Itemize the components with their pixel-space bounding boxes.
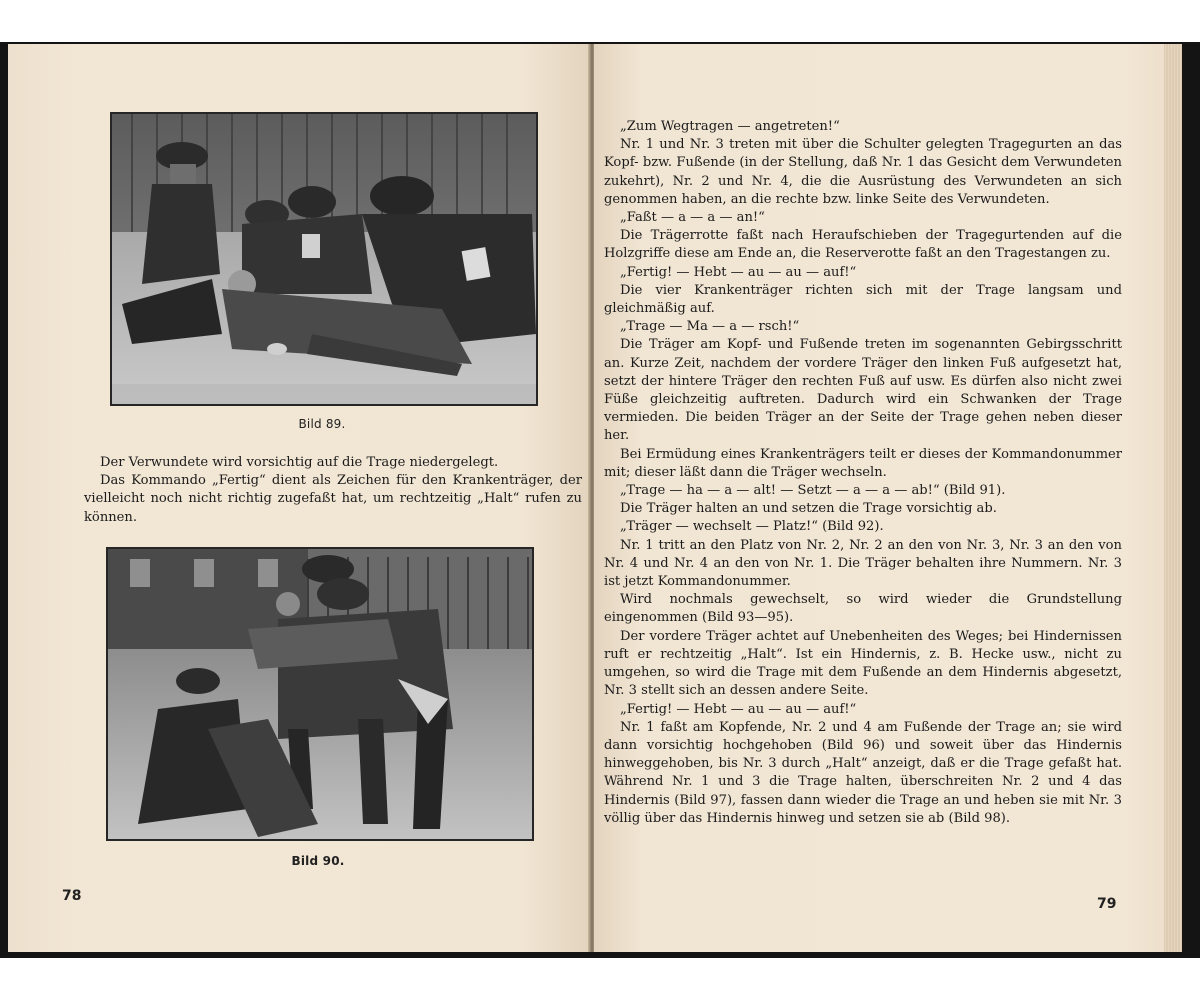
right-text-block (604, 118, 1122, 828)
photo-bild-90 (106, 547, 534, 841)
right-paragraph-3: „Faßt — a — a — an!“ (620, 210, 765, 226)
caption-bild-90: Bild 90. (291, 854, 345, 868)
right-paragraph-11: Die Träger halten an und setzen die Trage vorsichtig ab. (620, 501, 997, 517)
right-paragraph-7: „Trage — Ma — a — rsch!“ (620, 319, 800, 335)
right-paragraph-10: „Trage — ha — a — alt! — Setzt — a — a — ab!“ (Bild 91). (620, 483, 1006, 499)
caption-bild-89: Bild 89. (298, 417, 346, 431)
right-paragraph-15: Der vordere Träger achtet auf Unebenheiten des Weges; bei Hindernissen ruft er rechtzeitig „Halt“. Ist ein Hindernis, z. B. Hecke usw., nicht zu umgehen, so wird die Trage mit dem Fußende an dem Hindernis abgesetzt, Nr. 3 stellt sich an dessen andere Seite. (604, 628, 1122, 699)
right-paragraph-17: Nr. 1 faßt am Kopfende, Nr. 2 und 4 am Fußende der Trage an; sie wird dann vorsichtig hochgehoben (Bild 96) und soweit über das Hindernis hinweggehoben, bis Nr. 3 durch „Halt“ anzeigt, daß er die Trage gefaßt hat. Während Nr. 1 und 3 die Trage halten, überschreiten Nr. 2 und 4 das Hindernis (Bild 97), fassen dann wieder die Trage an und heben sie mit Nr. 3 völlig über das Hindernis hinweg und setzen sie ab (Bild 98). (604, 719, 1122, 826)
photo-bild-90-image (108, 549, 532, 839)
right-page (594, 44, 1182, 952)
right-paragraph-8: Die Träger am Kopf- und Fußende treten im sogenannten Gebirgsschritt an. Kurze Zeit, nachdem der vordere Träger den linken Fuß aufgesetzt hat, setzt der hintere Träger den rechten Fuß auf usw. Es dürfen also nicht zwei Füße gleichzeitig auftreten. Dadurch wird ein Schwanken der Trage vermieden. Die beiden Träger an der Seite der Trage gehen neben dieser her. (604, 337, 1122, 444)
right-paragraph-9: Bei Ermüdung eines Krankenträgers teilt er dieses der Kommandonummer mit; dieser läßt dann die Träger wechseln. (604, 446, 1122, 480)
book-spread (0, 42, 1200, 958)
right-paragraph-6: Die vier Krankenträger richten sich mit der Trage langsam und gleichmäßig auf. (604, 282, 1122, 317)
photo-bild-89 (110, 112, 538, 406)
right-paragraph-16: „Fertig! — Hebt — au — au — auf!“ (620, 701, 857, 717)
right-paragraph-14: Wird nochmals gewechselt, so wird wieder die Grundstellung eingenommen (Bild 93—95). (604, 592, 1122, 626)
right-paragraph-12: „Träger — wechselt — Platz!“ (Bild 92). (620, 519, 884, 535)
right-paragraph-4: Die Trägerrotte faßt nach Heraufschieben der Tragegurtenden auf die Holzgriffe diese am Ende an, die Reserverotte faßt an den Tragestangen zu. (604, 228, 1122, 262)
right-paragraph-1: „Zum Wegtragen — angetreten!“ (620, 119, 840, 134)
right-paragraph-2: Nr. 1 und Nr. 3 treten mit über die Schulter gelegten Tragegurten an das Kopf- bzw. Fußende (in der Stellung, daß Nr. 1 das Gesicht dem Verwundeten zukehrt), Nr. 2 und Nr. 4, die die Ausrüstung des Verwundeten an sich genommen haben, an die rechte bzw. linke Seite des Verwundeten. (604, 137, 1122, 207)
page-number-left: 78 (62, 888, 82, 904)
left-text-block (84, 454, 582, 527)
page-number-right: 79 (1097, 896, 1117, 912)
left-paragraph-1: Der Verwundete wird vorsichtig auf die Trage niedergelegt. (100, 455, 499, 470)
right-paragraph-13: Nr. 1 tritt an den Platz von Nr. 2, Nr. 2 an den von Nr. 3, Nr. 3 an den von Nr. 4 und Nr. 4 an den von Nr. 1. Die Träger behalten ihre Nummern. Nr. 3 ist jetzt Kommandonummer. (604, 537, 1122, 590)
left-page (8, 44, 592, 952)
page-edges (1164, 44, 1182, 952)
right-paragraph-5: „Fertig! — Hebt — au — au — auf!“ (620, 264, 857, 280)
photo-bild-89-image (112, 114, 536, 404)
left-paragraph-2: Das Kommando „Fertig“ dient als Zeichen für den Krankenträger, der vielleicht noch nicht richtig zugefaßt hat, um rechtzeitig „Halt“ rufen zu können. (84, 473, 582, 525)
